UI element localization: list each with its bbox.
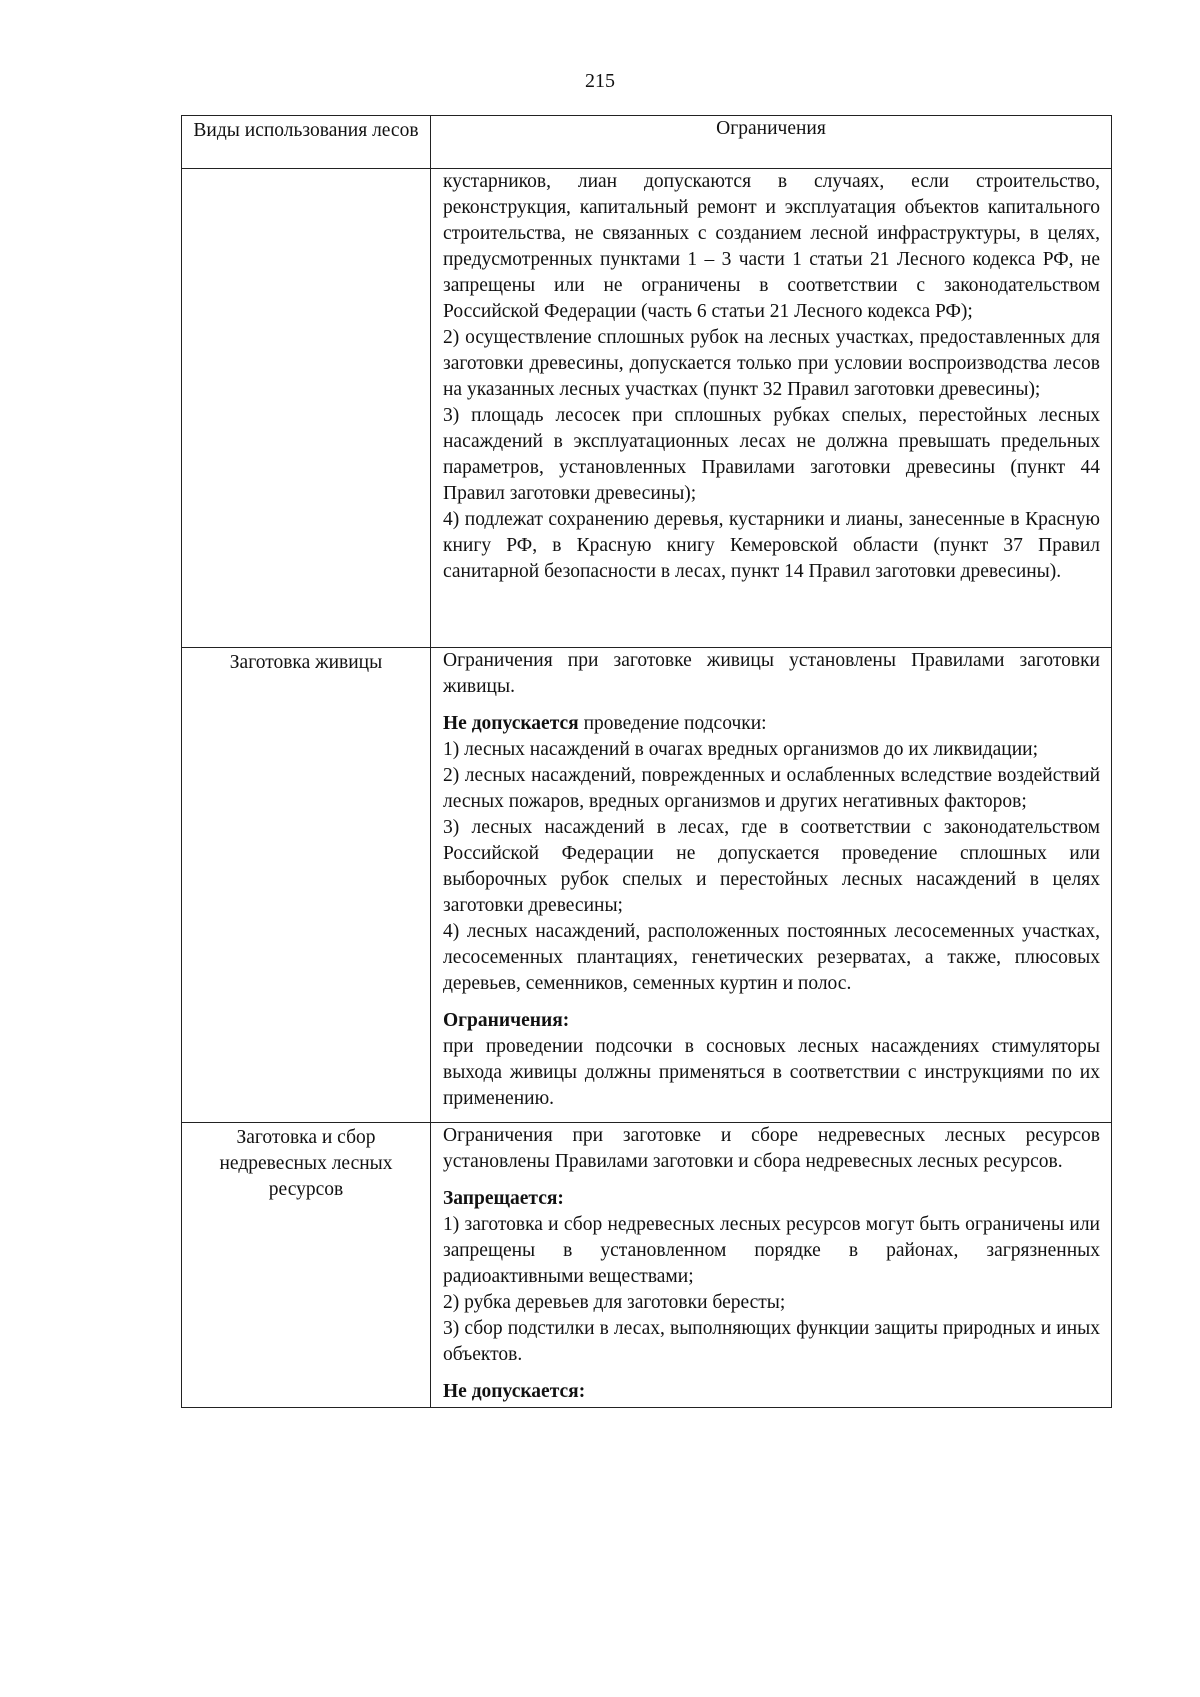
row2-item-2: 2) лесных насаждений, поврежденных и ослабленных вследствие воздействий лесных пожаров, вредных организмов и других негативных факторов;: [443, 765, 1100, 812]
row2-prohibited-line: [443, 711, 1100, 737]
row3-item-2: 2) рубка деревьев для заготовки бересты;: [443, 1292, 786, 1313]
row2-kind: Заготовка живицы: [182, 648, 431, 1123]
row2-item-1: 1) лесных насаждений в очагах вредных организмов до их ликвидации;: [443, 739, 1038, 760]
row2-prohibited-rest: проведение подсочки:: [578, 713, 767, 734]
row2-limits-heading: Ограничения:: [443, 1010, 570, 1031]
row3-restrictions: [431, 1123, 1112, 1408]
row1-item-2: 2) осуществление сплошных рубок на лесных участках, предоставленных для заготовки древесины, допускается только при условии воспроизводства лесов на указанных лесных участках (пункт 32 Правил заготовки древесины);: [443, 327, 1100, 400]
row3-intro: Ограничения при заготовке и сборе недревесных лесных ресурсов установлены Правилами заготовки и сбора недревесных лесных ресурсов.: [443, 1125, 1100, 1172]
header-forest-use-types: Виды использования лесов: [182, 116, 431, 169]
row3-not-allowed-heading: Не допускается:: [443, 1381, 586, 1402]
row3-item-1: 1) заготовка и сбор недревесных лесных ресурсов могут быть ограничены или запрещены в установленном порядке в районах, загрязненных радиоактивными веществами;: [443, 1214, 1100, 1287]
row1-para-continued: кустарников, лиан допускаются в случаях, если строительство, реконструкция, капитальный ремонт и эксплуатация объектов капитального строительства, не связанных с созданием лесной инфраструктуры, в целях, предусмотренных пунктами 1 – 3 части 1 статьи 21 Лесного кодекса РФ, не запрещены или не ограничены в соответствии с законодательством Российской Федерации (часть 6 статьи 21 Лесного кодекса РФ);: [443, 171, 1100, 322]
row1-kind: [182, 169, 431, 648]
row1-item-4: 4) подлежат сохранению деревья, кустарники и лианы, занесенные в Красную книгу РФ, в Красную книгу Кемеровской области (пункт 37 Правил санитарной безопасности в лесах, пункт 14 Правил заготовки древесины).: [443, 509, 1100, 582]
row1-item-3: 3) площадь лесосек при сплошных рубках спелых, перестойных лесных насаждений в эксплуатационных лесах не должна превышать предельных параметров, установленных Правилами заготовки древесины (пункт 44 Правил заготовки древесины);: [443, 405, 1100, 504]
table-header-row: [182, 116, 1112, 169]
table-row: [182, 1123, 1112, 1408]
row2-item-3: 3) лесных насаждений в лесах, где в соответствии с законодательством Российской Федерации не допускается проведение сплошных или выборочных рубок спелых и перестойных лесных насаждений в целях заготовки древесины;: [443, 817, 1100, 916]
table-row: [182, 169, 1112, 648]
row2-prohibited-bold: Не допускается: [443, 713, 579, 734]
row2-intro: Ограничения при заготовке живицы установлены Правилами заготовки живицы.: [443, 650, 1100, 697]
row1-restrictions: [431, 169, 1112, 648]
row2-restrictions: [431, 648, 1112, 1123]
row3-forbidden-heading: Запрещается:: [443, 1188, 564, 1209]
row3-item-3: 3) сбор подстилки в лесах, выполняющих функции защиты природных и иных объектов.: [443, 1318, 1100, 1365]
row2-limits-text: при проведении подсочки в сосновых лесных насаждениях стимуляторы выхода живицы должны применяться в соответствии с инструкциями по их применению.: [443, 1036, 1100, 1109]
page-number: 215: [585, 70, 615, 92]
table-row: [182, 648, 1112, 1123]
row2-item-4: 4) лесных насаждений, расположенных постоянных лесосеменных участках, лесосеменных плантациях, генетических резерватах, а также, плюсовых деревьев, семенников, семенных куртин и полос.: [443, 921, 1100, 994]
row3-kind: Заготовка и сбор недревесных лесных ресурсов: [182, 1123, 431, 1408]
restrictions-table: [181, 115, 1112, 1408]
header-restrictions: Ограничения: [431, 116, 1112, 169]
